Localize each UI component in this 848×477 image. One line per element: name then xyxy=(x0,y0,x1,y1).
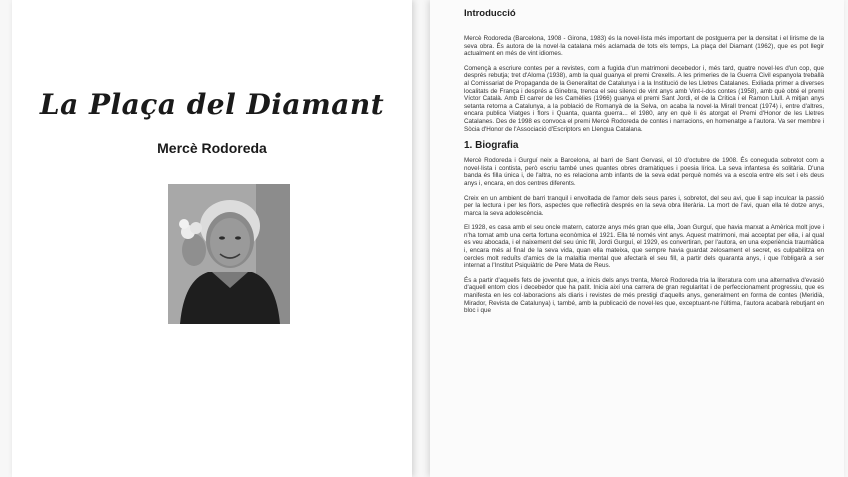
introduction-heading: Introducció xyxy=(464,8,516,19)
page-content xyxy=(464,8,824,322)
book-title: La Plaça del Diamant xyxy=(39,88,385,121)
bio-paragraph: El 1928, es casa amb el seu oncle matern, catorze anys més gran que ella, Joan Gurguí, que havia marxat a Amèrica molt jove i n'ha tornat amb una certa fortuna econòmica el 1921. Ella té només vint anys. Aquest matrimoni, mai acceptat per ella, i al qual es veu abocada, i el naixement del seu únic fill, Jordi Gurguí, el 1929, es convertiran, per l'autora, en una experiència traumàtica i, encara més al final de la seva vida, quan ella mateixa, que sempre havia guardat zelosament el secret, es culpabilitza en cercles molt reduïts d'amics de la malaltia mental que afectarà el seu fill, a partir dels quaranta anys, i que l'obligarà a ser internat a l'Institut Psiquiàtric de Pere Mata de Reus. xyxy=(464,224,824,270)
bio-paragraph: Creix en un ambient de barri tranquil i envoltada de l'amor dels seus pares i, sobretot, del seu avi, que li sap inculcar la passió per la lectura i per les flors, aspectes que reflectirà després en la seva obra literària. La mort de l'avi, quan ella té dotze anys, marca la seva adolescència. xyxy=(464,194,824,217)
bio-paragraph: És a partir d'aquells fets de joventut que, a inicis dels anys trenta, Mercè Rodoreda tria la literatura com una alternativa d'evasió d'aquell entorn clos i decebedor que ha patit. Inicia així una carrera de gran regularitat i de perfeccionament progressiu, que es manifesta en les col·laboracions als diaris i revistes de més prestigi d'aquells anys, generalment en forma de contes (Meridià, Mirador, Revista de Catalunya) i, també, amb la publicació de novel·les que, exceptuant-ne l'última, l'autora acabarà rebutjant en bloc i que xyxy=(464,276,824,315)
author-portrait-image xyxy=(168,184,290,324)
intro-paragraph: Mercè Rodoreda (Barcelona, 1908 - Girona, 1983) és la novel·lista més important de postguerra per la densitat i el lirisme de la seva obra. És autora de la novel·la catalana més aclamada de tots els temps, La plaça del Diamant (1962), que es pot llegir actualment en més de vint idiomes. xyxy=(464,35,824,58)
bio-paragraph: Mercè Rodoreda i Gurguí neix a Barcelona, al barri de Sant Gervasi, el 10 d'octubre de 1908. És coneguda sobretot com a novel·lista i contista, però escriu també unes quantes obres dramàtiques i poesia lírica. La seva infantesa és solitària. D'una banda és filla única i, de l'altra, no es relaciona amb infants de la seva edat perquè només va a escola entre els set i els deus anys i, encara, en dos centres diferents. xyxy=(464,157,824,187)
portrait-photo xyxy=(168,184,290,324)
cover-page xyxy=(12,0,412,477)
text-page xyxy=(430,0,844,477)
biography-heading: 1. Biografia xyxy=(464,140,519,152)
author-name: Mercè Rodoreda xyxy=(157,140,267,156)
intro-paragraph: Començà a escriure contes per a revistes, com a fugida d'un matrimoni decebedor i, més tard, quatre novel·les d'un cop, que després rebutja; tret d'Aloma (1938), amb la qual guanya el premi Crexells. A les primeries de la Guerra Civil espanyola treballà al Comissariat de Propaganda de la Generalitat de Catalunya i a la Institució de les Lletres Catalanes. Exiliada primer a diverses localitats de França i després a Ginebra, trenca el seu silenci de vint anys amb Vint-i-dos contes (1958), amb què obté el premi Víctor Català. Amb El carrer de les Camèlies (1966) guanya el premi Sant Jordi, el de la Crítica i el Ramon Llull. A mitjan anys setanta retorna a Catalunya, a la població de Romanyà de la Selva, on acaba la novel·la Mirall trencat (1974) i, entre d'altres, encara publica Viatges i flors i Quanta, quanta guerra... el 1980, any en què li és atorgat el Premi d'Honor de les Lletres Catalanes. Des de 1998 es convoca el premi Mercè Rodoreda de contes i narracions, en homenatge a l'autora. Va ser membre i Sòcia d'Honor de l'Associació d'Escriptors en Llengua Catalana. xyxy=(464,64,824,133)
